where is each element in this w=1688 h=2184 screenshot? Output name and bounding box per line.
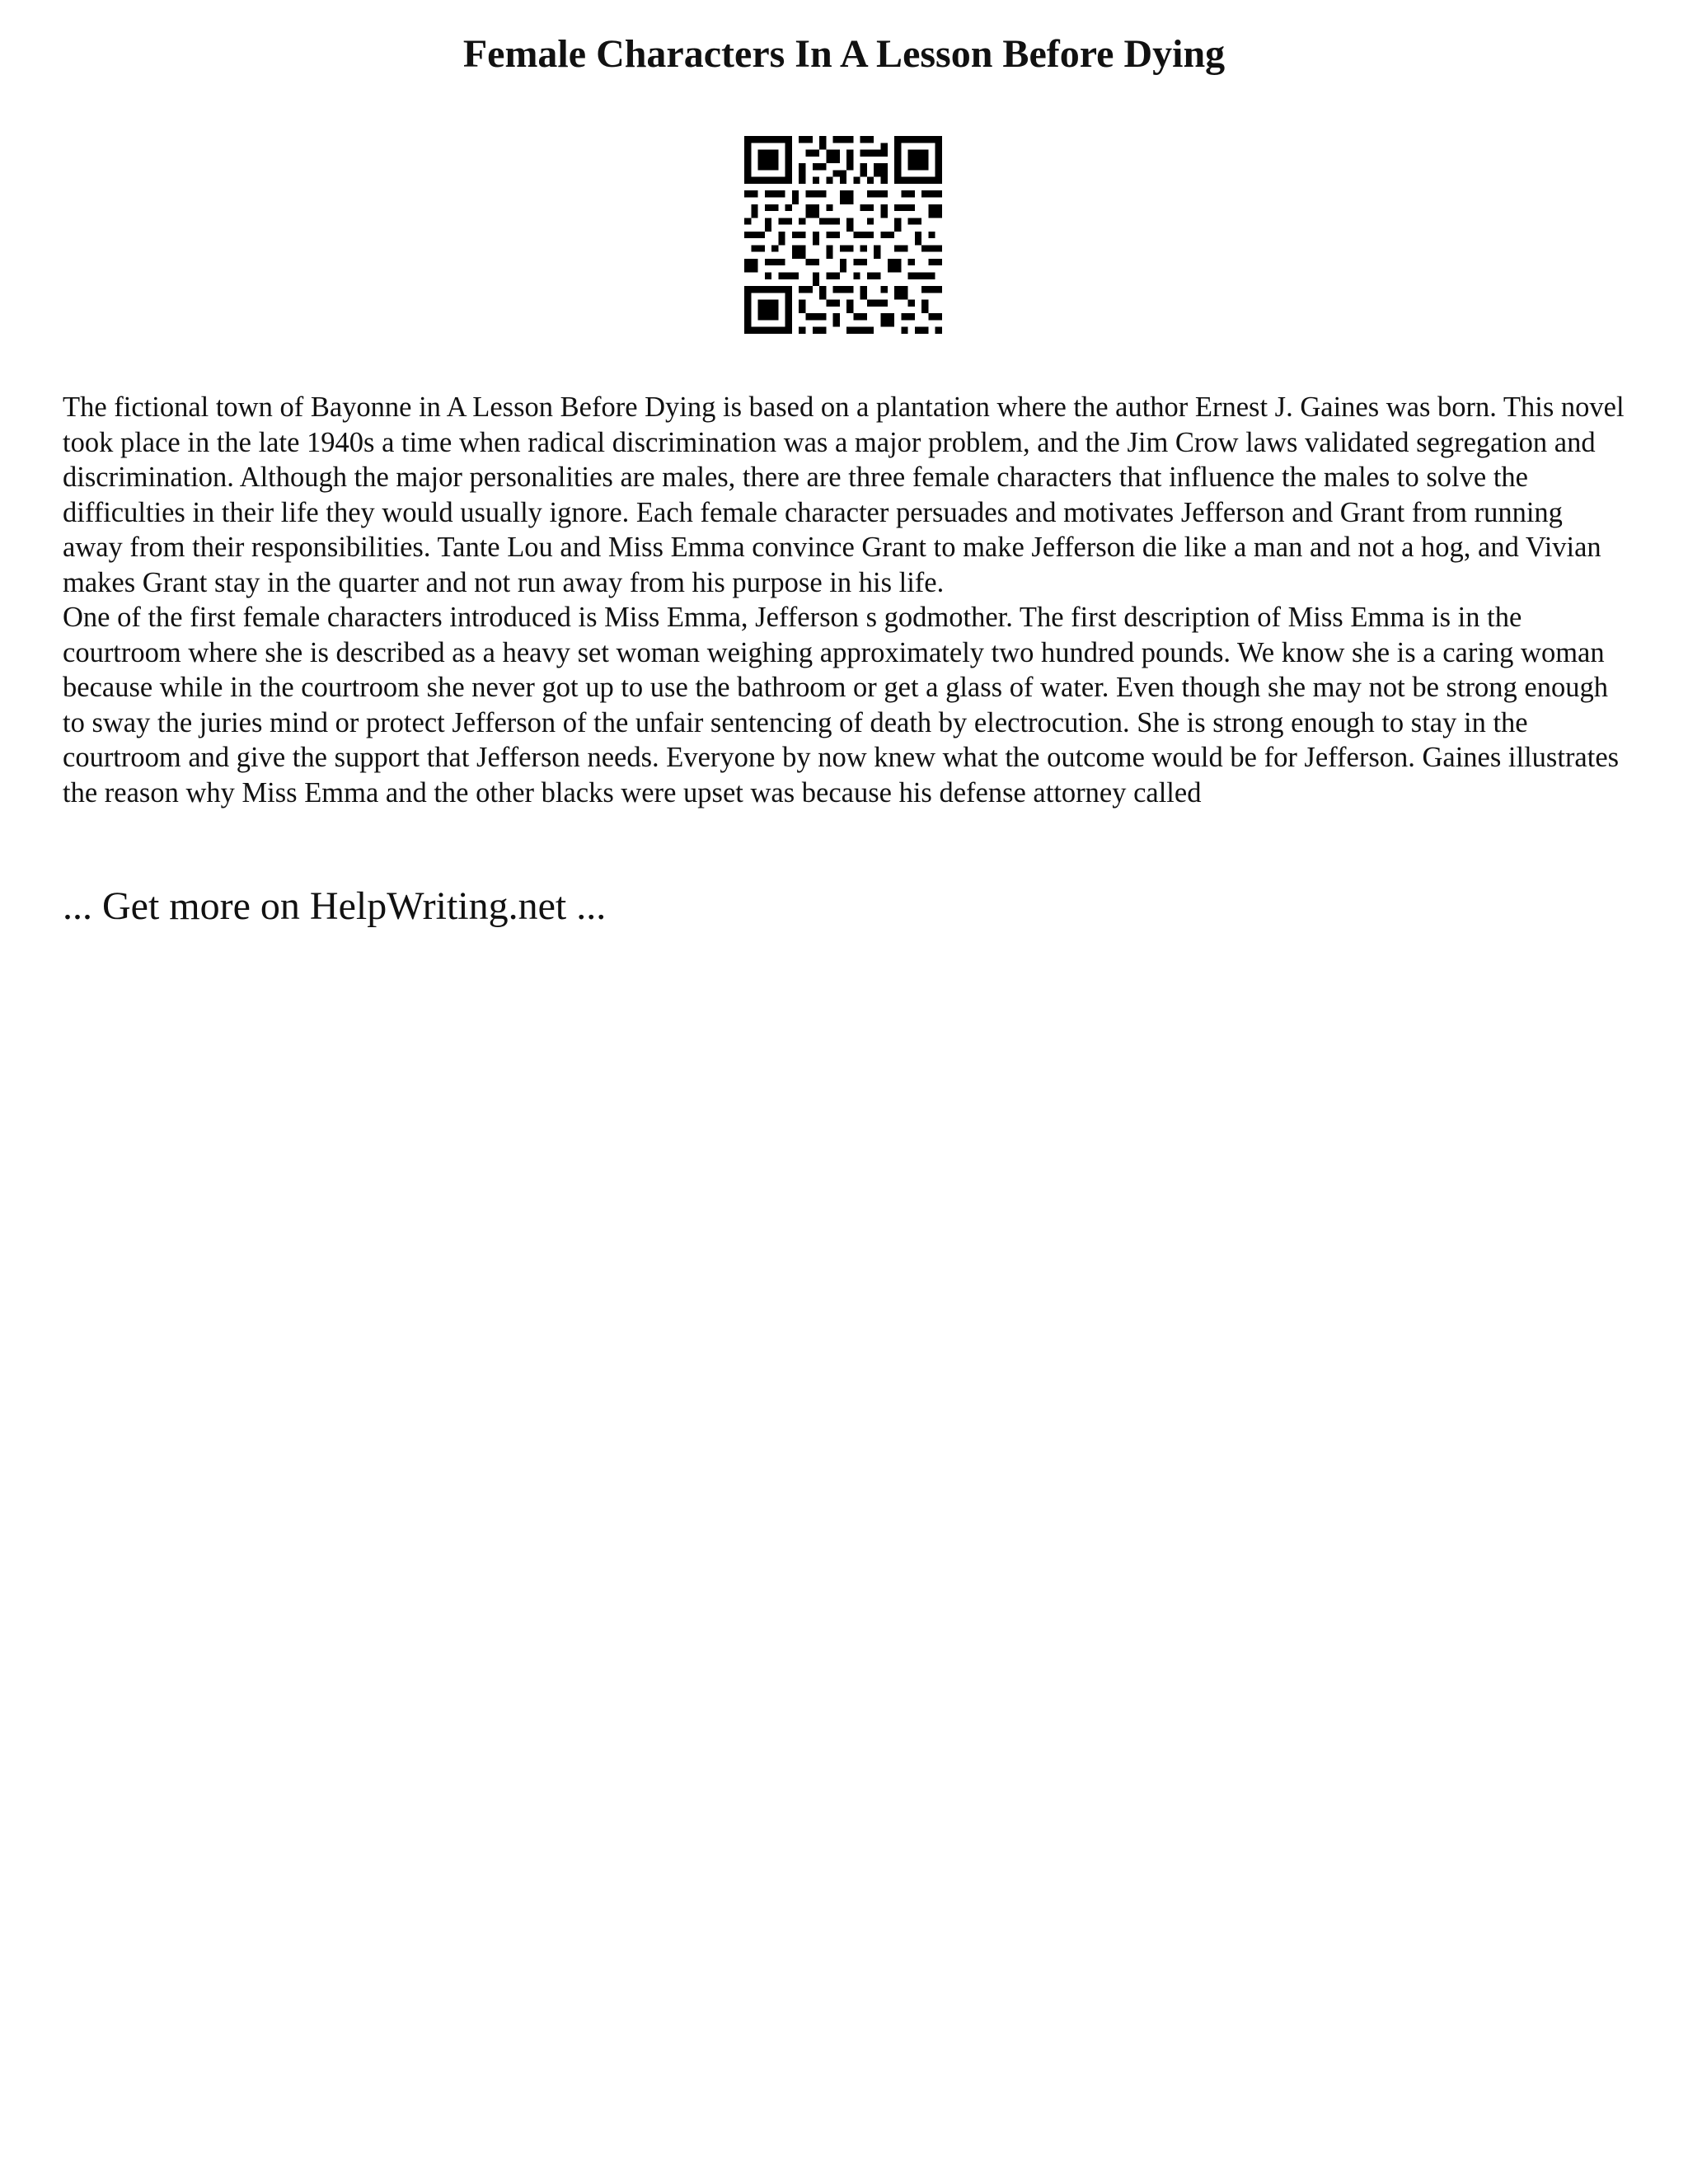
qr-code-icon[interactable] bbox=[744, 136, 942, 334]
get-more-link[interactable]: ... Get more on HelpWriting.net ... bbox=[63, 884, 607, 928]
document-title: Female Characters In A Lesson Before Dying bbox=[462, 32, 1226, 76]
essay-paragraph-1: The fictional town of Bayonne in A Lesson Before Dying is based on a plantation where the author Ernest J. Gaines was born. This novel took place in the late 1940s a time when radical discrimination was a major problem, and the Jim Crow laws validated segregation and discrimination. Although the major personalities are males, there are three female characters that influence the males to solve the difficulties in their life they would usually ignore. Each female character persuades and motivates Jefferson and Grant from running away from their responsibilities. Tante Lou and Miss Emma convince Grant to make Jefferson die like a man and not a hog, and Vivian makes Grant stay in the quarter and not run away from his purpose in his life. bbox=[63, 391, 1625, 598]
essay-body bbox=[63, 390, 1629, 810]
essay-paragraph-2: One of the first female characters introduced is Miss Emma, Jefferson s godmother. The first description of Miss Emma is in the courtroom where she is described as a heavy set woman weighing approximately two hundred pounds. We know she is a caring woman because while in the courtroom she never got up to use the bathroom or get a glass of water. Even though she may not be strong enough to sway the juries mind or protect Jefferson of the unfair sentencing of death by electrocution. She is strong enough to stay in the courtroom and give the support that Jefferson needs. Everyone by now knew what the outcome would be for Jefferson. Gaines illustrates the reason why Miss Emma and the other blacks were upset was because his defense attorney called bbox=[63, 602, 1620, 808]
